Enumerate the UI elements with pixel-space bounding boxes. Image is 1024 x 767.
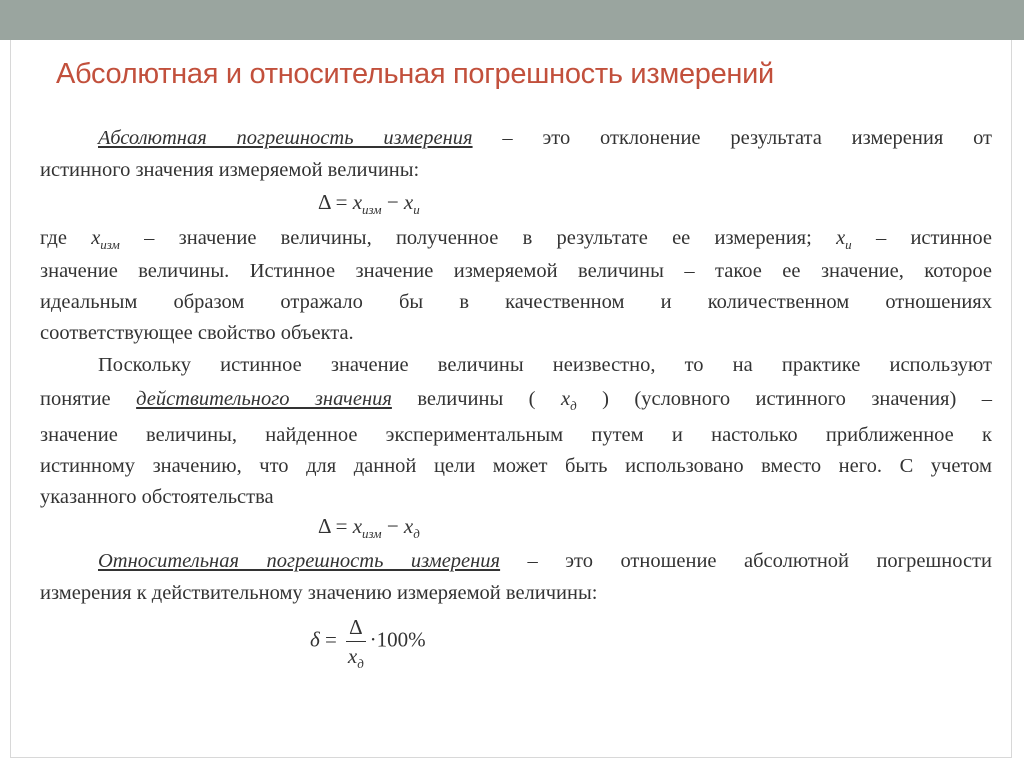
paragraph-relative-line1 xyxy=(40,546,992,577)
delta-symbol: Δ xyxy=(318,190,331,214)
paragraph-absolute-line2: истинного значения измеряемой величины: xyxy=(40,159,420,181)
term-relative-error: Относительная погрешность измерения xyxy=(98,550,501,572)
paragraph-where-line1 xyxy=(40,223,992,254)
delta-small-symbol: δ xyxy=(310,627,320,652)
paragraph-where-line2: значение величины. Истинное значение измеряемой величины – такое ее значение, которое xyxy=(40,260,992,282)
x-var: x xyxy=(403,190,414,214)
text: ) (условного истинного значения) – xyxy=(576,388,992,410)
delta-symbol: Δ xyxy=(318,514,331,538)
sub-d: д xyxy=(357,656,364,671)
x-var: x xyxy=(347,644,358,668)
multiplier: ·100% xyxy=(369,627,426,652)
sub-izm: изм xyxy=(362,202,382,217)
paragraph-absolute-line1 xyxy=(40,123,992,154)
equals: = xyxy=(319,627,343,652)
paragraph-actual-line3: значение величины, найденное экспериментальным путем и настолько приближенное к xyxy=(40,424,992,446)
sub-i: и xyxy=(845,237,852,252)
sub-izm: изм xyxy=(100,237,120,252)
fraction-denominator xyxy=(346,642,366,671)
term-absolute-error: Абсолютная погрешность измерения xyxy=(98,127,473,149)
paragraph-actual-line5: указанного обстоятельства xyxy=(40,486,274,508)
equals: = xyxy=(330,514,353,538)
term-actual-value: действительного значения xyxy=(136,388,392,410)
paragraph-actual-line2 xyxy=(40,384,992,415)
minus: − xyxy=(381,190,404,214)
top-bar xyxy=(0,0,1024,40)
x-var: x xyxy=(560,388,571,410)
paragraph-where-line4: соответствующее свойство объекта. xyxy=(40,322,354,344)
paragraph-actual-line1: Поскольку истинное значение величины неизвестно, то на практике используют xyxy=(98,354,992,376)
slide-title: Абсолютная и относительная погрешность измерений xyxy=(56,58,774,90)
text: где xyxy=(40,227,92,249)
x-var: x xyxy=(91,227,101,249)
sub-d: д xyxy=(570,398,577,413)
x-var: x xyxy=(836,227,846,249)
x-var: x xyxy=(352,190,363,214)
formula-relative-error xyxy=(310,615,426,671)
text: – значение величины, полученное в результате ее измерения; xyxy=(119,227,837,249)
fraction xyxy=(346,615,366,671)
text: величины ( xyxy=(391,388,561,410)
x-var: x xyxy=(403,514,414,538)
fraction-numerator: Δ xyxy=(346,616,366,642)
sub-i: и xyxy=(413,202,420,217)
text: – это отклонение результата измерения от xyxy=(472,127,993,149)
formula-absolute-error-actual xyxy=(318,514,420,539)
text: понятие xyxy=(40,388,137,410)
paragraph-relative-line2: измерения к действительному значению измеряемой величины: xyxy=(40,582,598,604)
sub-izm: изм xyxy=(362,526,382,541)
paragraph-where-line3: идеальным образом отражало бы в качественном и количественном отношениях xyxy=(40,291,992,313)
text: – это отношение абсолютной погрешности xyxy=(500,550,992,572)
text: – истинное xyxy=(851,227,992,249)
minus: − xyxy=(381,514,404,538)
formula-absolute-error xyxy=(318,190,420,215)
equals: = xyxy=(330,190,353,214)
x-var: x xyxy=(352,514,363,538)
paragraph-actual-line4: истинному значению, что для данной цели может быть использовано вместо него. С учетом xyxy=(40,455,992,477)
sub-d: д xyxy=(413,526,420,541)
